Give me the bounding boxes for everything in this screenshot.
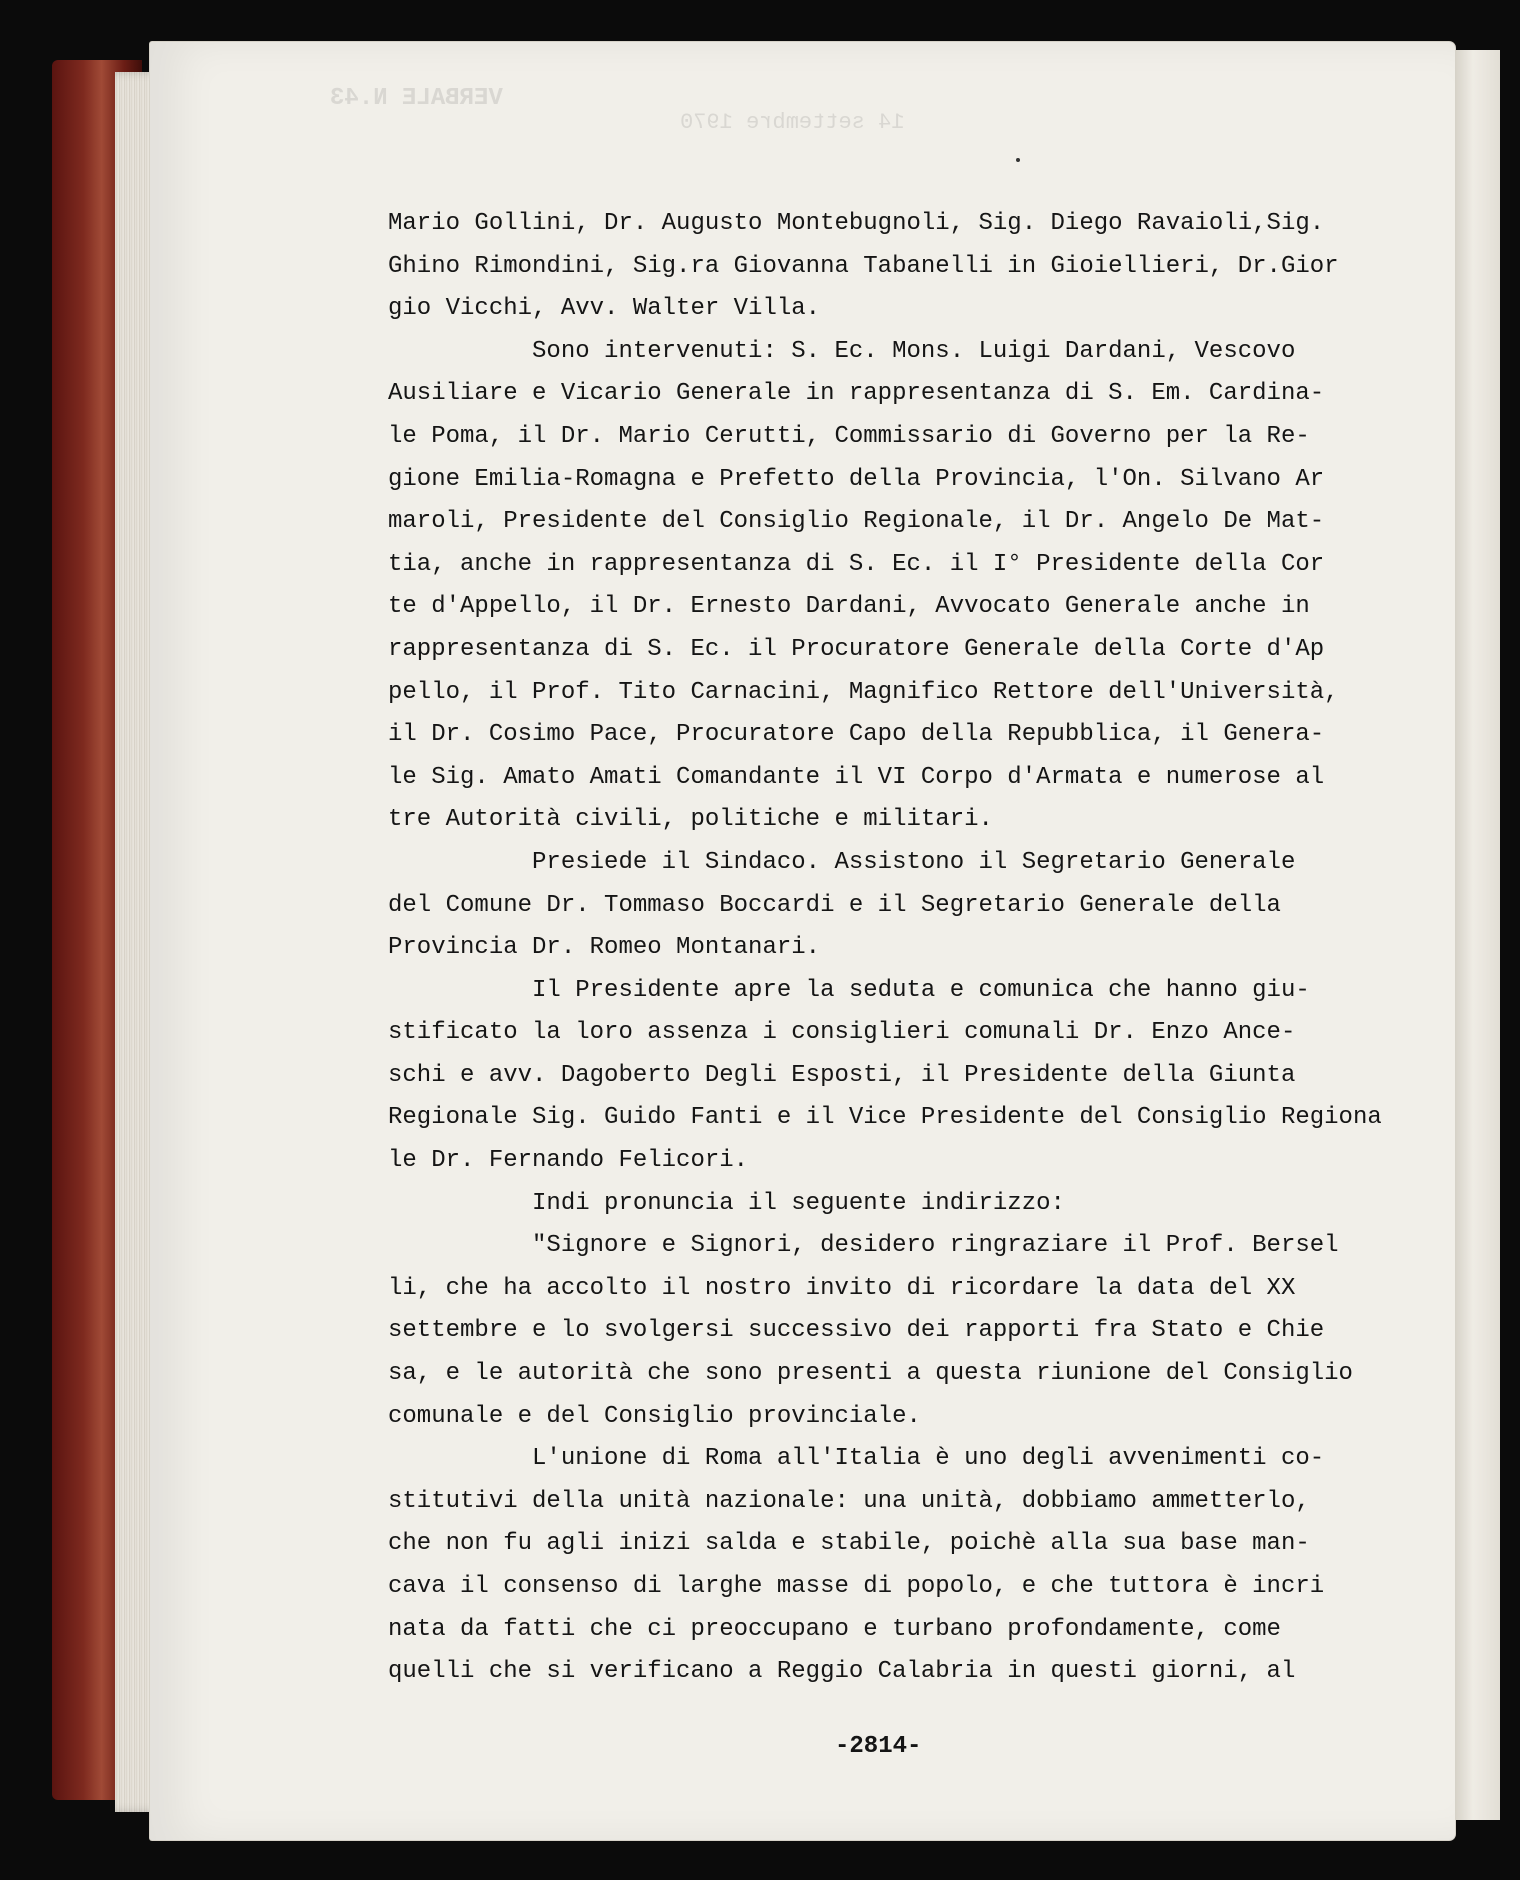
text-line: L'unione di Roma all'Italia è uno degli avvenimenti co-: [388, 1445, 1325, 1473]
text-line: Mario Gollini, Dr. Augusto Montebugnoli, Sig. Diego Ravaioli,Sig.: [388, 210, 1325, 237]
text-line: comunale e del Consiglio provinciale.: [388, 1402, 921, 1430]
text-line: "Signore e Signori, desidero ringraziare il Prof. Bersel: [388, 1232, 1339, 1260]
text-line: quelli che si verificano a Reggio Calabria in questi giorni, al: [388, 1658, 1296, 1686]
text-line: gio Vicchi, Avv. Walter Villa.: [388, 295, 821, 323]
text-line: il Dr. Cosimo Pace, Procuratore Capo della Repubblica, il Genera-: [388, 721, 1325, 749]
text-line: settembre e lo svolgersi successivo dei rapporti fra Stato e Chie: [388, 1317, 1325, 1345]
text-line: te d'Appello, il Dr. Ernesto Dardani, Avvocato Generale anche in: [388, 593, 1310, 621]
text-line: Ghino Rimondini, Sig.ra Giovanna Tabanelli in Gioiellieri, Dr.Gior: [388, 252, 1339, 280]
text-line: le Dr. Fernando Felicori.: [388, 1147, 749, 1175]
text-line: tre Autorità civili, politiche e militari.: [388, 806, 993, 834]
text-line: nata da fatti che ci preoccupano e turbano profondamente, come: [388, 1615, 1281, 1643]
text-line: Il Presidente apre la seduta e comunica che hanno giu-: [388, 976, 1310, 1004]
text-line: stificato la loro assenza i consiglieri comunali Dr. Enzo Ance-: [388, 1019, 1296, 1047]
text-line: che non fu agli inizi salda e stabile, poichè alla sua base man-: [388, 1530, 1310, 1558]
text-line: Regionale Sig. Guido Fanti e il Vice Presidente del Consiglio Regiona: [388, 1104, 1382, 1132]
text-line: Indi pronuncia il seguente indirizzo:: [388, 1189, 1065, 1217]
text-line: schi e avv. Dagoberto Degli Esposti, il Presidente della Giunta: [388, 1061, 1296, 1089]
page-number: -2814-: [835, 1733, 922, 1760]
text-line: stitutivi della unità nazionale: una unità, dobbiamo ammetterlo,: [388, 1487, 1310, 1515]
text-line: maroli, Presidente del Consiglio Regionale, il Dr. Angelo De Mat-: [388, 508, 1325, 536]
text-line: le Sig. Amato Amati Comandante il VI Corpo d'Armata e numerose al: [388, 763, 1325, 791]
text-line: del Comune Dr. Tommaso Boccardi e il Segretario Generale della: [388, 891, 1281, 919]
text-line: rappresentanza di S. Ec. il Procuratore Generale della Corte d'Ap: [388, 635, 1325, 663]
text-line: cava il consenso di larghe masse di popolo, e che tuttora è incri: [388, 1573, 1325, 1600]
ink-speck: [1016, 158, 1020, 162]
text-line: Provincia Dr. Romeo Montanari.: [388, 934, 821, 962]
text-line: Presiede il Sindaco. Assistono il Segretario Generale: [388, 848, 1296, 876]
body-text: [388, 203, 1382, 1694]
text-line: sa, e le autorità che sono presenti a questa riunione del Consiglio: [388, 1360, 1353, 1388]
text-line: gione Emilia-Romagna e Prefetto della Provincia, l'On. Silvano Ar: [388, 465, 1325, 493]
text-line: li, che ha accolto il nostro invito di ricordare la data del XX: [388, 1274, 1296, 1302]
text-line: le Poma, il Dr. Mario Cerutti, Commissario di Governo per la Re-: [388, 422, 1310, 450]
text-line: Ausiliare e Vicario Generale in rappresentanza di S. Em. Cardina-: [388, 380, 1325, 408]
next-page-edge: [1455, 50, 1500, 1820]
text-line: pello, il Prof. Tito Carnacini, Magnifico Rettore dell'Università,: [388, 678, 1339, 706]
text-line: tia, anche in rappresentanza di S. Ec. il I° Presidente della Cor: [388, 550, 1325, 578]
text-line: Sono intervenuti: S. Ec. Mons. Luigi Dardani, Vescovo: [388, 337, 1296, 365]
